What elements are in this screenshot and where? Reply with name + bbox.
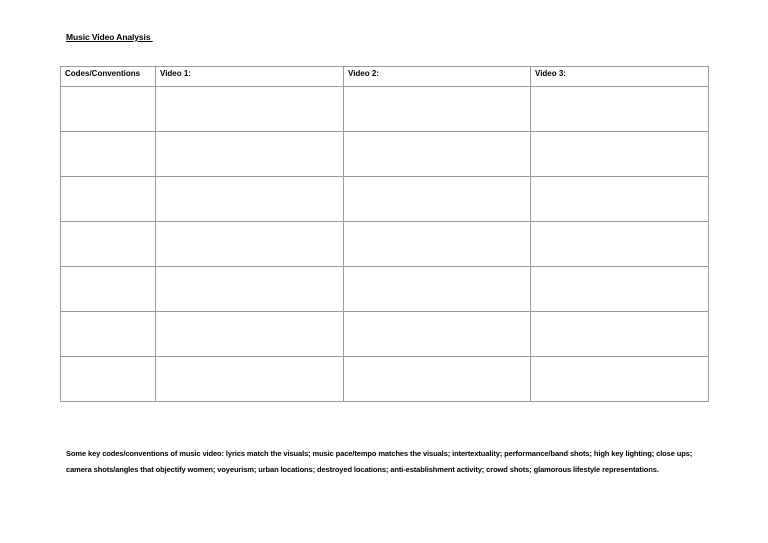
video-2-cell[interactable]: [344, 357, 531, 402]
video-3-cell[interactable]: [531, 267, 709, 312]
video-2-cell[interactable]: [344, 132, 531, 177]
table-row: [61, 87, 709, 132]
codes-conventions-note: Some key codes/conventions of music video: lyrics match the visuals; music pace/tempo matches the visuals; intertextuality; performance/band shots; high key lighting; close ups; camera shots/angles that objectify women; voyeurism; urban locations; destroyed locations; anti-establishment activity; crowd shots; glamorous lifestyle representations.: [66, 449, 693, 474]
video-2-cell[interactable]: [344, 177, 531, 222]
video-1-cell[interactable]: [156, 357, 344, 402]
video-2-cell[interactable]: [344, 87, 531, 132]
video-3-cell[interactable]: [531, 177, 709, 222]
analysis-table: [60, 66, 709, 402]
video-1-cell[interactable]: [156, 87, 344, 132]
table-row: [61, 312, 709, 357]
table-row: [61, 177, 709, 222]
video-1-cell[interactable]: [156, 222, 344, 267]
table-row: [61, 357, 709, 402]
codes-conventions-cell[interactable]: [61, 177, 156, 222]
video-1-cell[interactable]: [156, 177, 344, 222]
table-row: [61, 222, 709, 267]
video-2-cell[interactable]: [344, 312, 531, 357]
video-1-cell[interactable]: [156, 132, 344, 177]
codes-conventions-cell[interactable]: [61, 222, 156, 267]
codes-conventions-cell[interactable]: [61, 357, 156, 402]
video-2-cell[interactable]: [344, 267, 531, 312]
header-video-2: Video 2:: [344, 67, 531, 87]
table-header-row: [61, 67, 709, 87]
table-row: [61, 132, 709, 177]
video-3-cell[interactable]: [531, 87, 709, 132]
video-1-cell[interactable]: [156, 312, 344, 357]
header-codes-conventions: Codes/Conventions: [61, 67, 156, 87]
video-3-cell[interactable]: [531, 132, 709, 177]
codes-conventions-cell[interactable]: [61, 132, 156, 177]
codes-conventions-cell[interactable]: [61, 87, 156, 132]
video-3-cell[interactable]: [531, 357, 709, 402]
table-body: [61, 87, 709, 402]
page-title: Music Video Analysis: [66, 32, 153, 42]
codes-conventions-cell[interactable]: [61, 312, 156, 357]
video-1-cell[interactable]: [156, 267, 344, 312]
table-row: [61, 267, 709, 312]
codes-conventions-cell[interactable]: [61, 267, 156, 312]
header-video-1: Video 1:: [156, 67, 344, 87]
video-2-cell[interactable]: [344, 222, 531, 267]
video-3-cell[interactable]: [531, 222, 709, 267]
header-video-3: Video 3:: [531, 67, 709, 87]
video-3-cell[interactable]: [531, 312, 709, 357]
